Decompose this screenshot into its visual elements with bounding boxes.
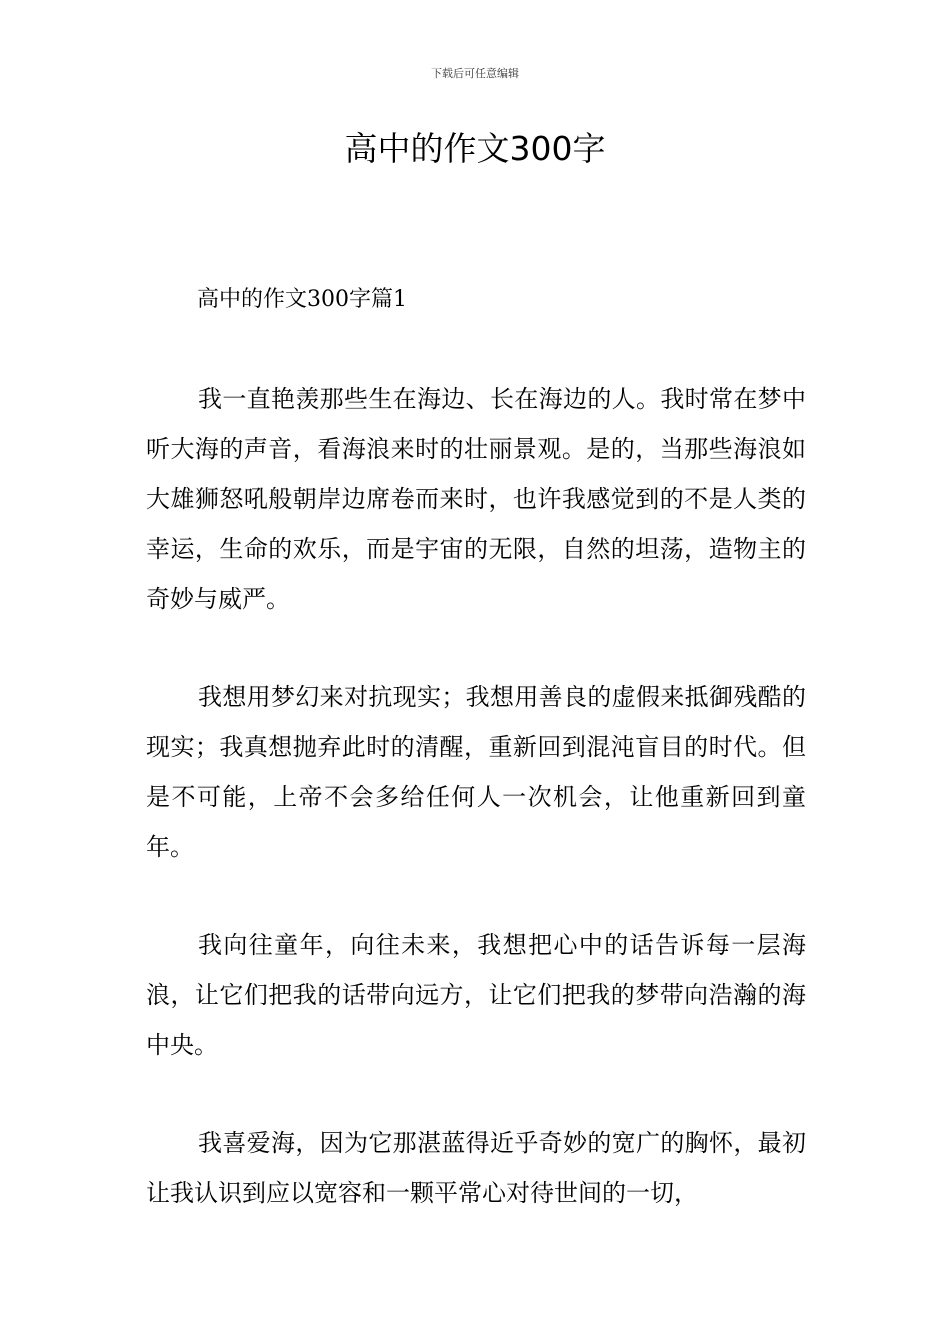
- paragraph-4: 我喜爱海，因为它那湛蓝得近乎奇妙的宽广的胸怀，最初让我认识到应以宽容和一颗平常心对待世间的一切，: [146, 1129, 806, 1207]
- paragraph-2: 我想用梦幻来对抗现实；我想用善良的虚假来抵御残酷的现实；我真想抛弃此时的清醒，重新回到混沌盲目的时代。但是不可能，上帝不会多给任何人一次机会，让他重新回到童年。: [146, 683, 806, 861]
- header-note: 下载后可任意编辑: [431, 67, 519, 80]
- paragraph-1: 我一直艳羡那些生在海边、长在海边的人。我时常在梦中听大海的声音，看海浪来时的壮丽景观。是的，当那些海浪如大雄狮怒吼般朝岸边席卷而来时，也许我感觉到的不是人类的幸运，生命的欢乐，而是宇宙的无限，自然的坦荡，造物主的奇妙与威严。: [146, 385, 806, 613]
- section-heading: 高中的作文300字篇1: [197, 287, 407, 312]
- paragraph-3: 我向往童年，向往未来，我想把心中的话告诉每一层海浪，让它们把我的话带向远方，让它们把我的梦带向浩瀚的海中央。: [146, 931, 806, 1059]
- document-title: 高中的作文300字: [344, 129, 606, 168]
